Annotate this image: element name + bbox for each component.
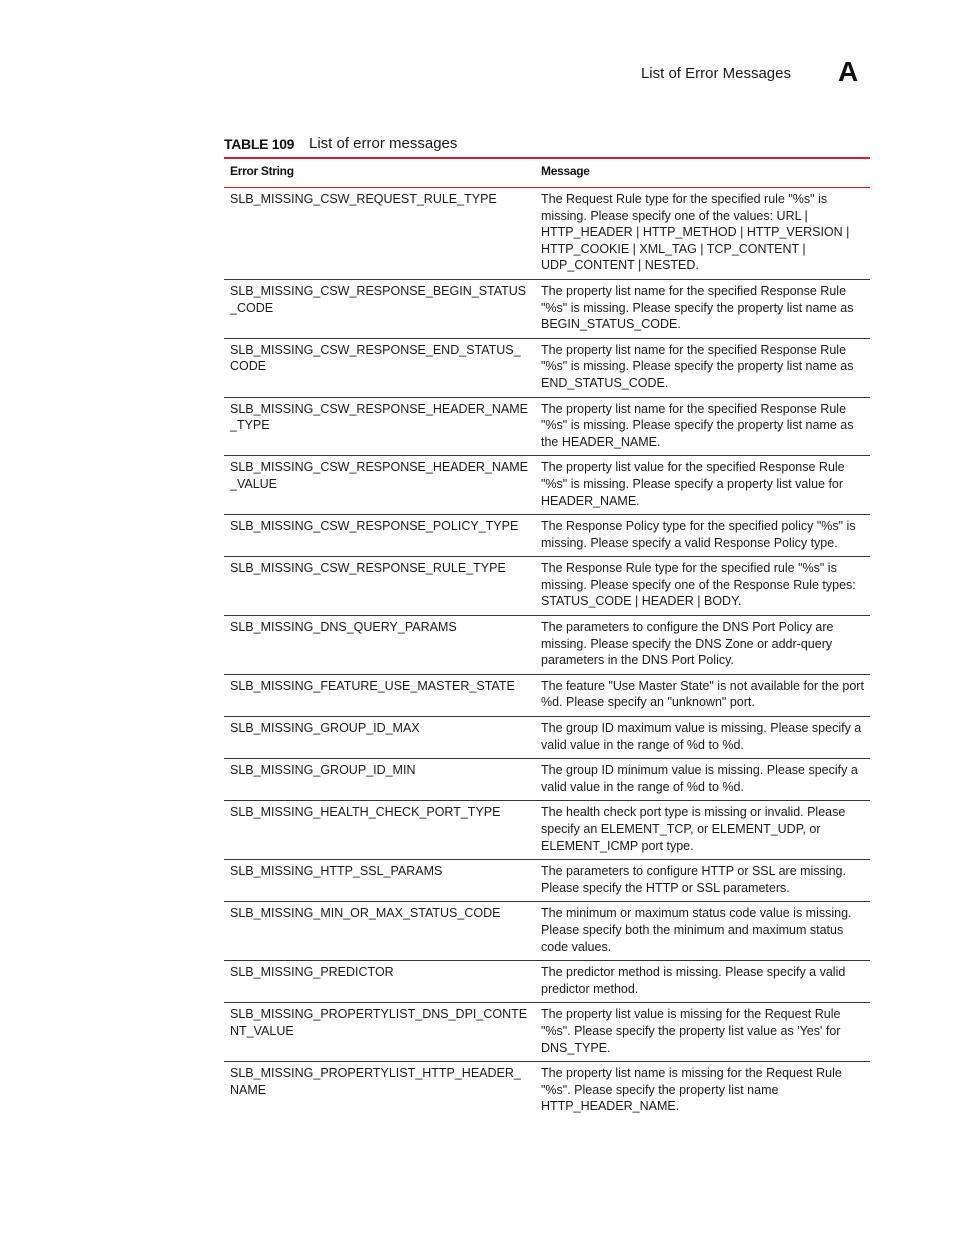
message-cell: The parameters to configure HTTP or SSL are missing. Please specify the HTTP or SSL parameters. [541,864,846,895]
error-string-cell: SLB_MISSING_FEATURE_USE_MASTER_STATE [230,678,515,693]
message-cell: The property list value is missing for the Request Rule "%s". Please specify the property list value as 'Yes' for DNS_TYPE. [541,1007,841,1055]
error-string-cell: SLB_MISSING_DNS_QUERY_PARAMS [230,620,457,635]
table-number: TABLE 109 [224,136,295,152]
error-string-cell: SLB_MISSING_CSW_RESPONSE_END_STATUS_CODE [230,342,521,374]
error-string-cell: SLB_MISSING_HEALTH_CHECK_PORT_TYPE [230,805,501,820]
message-cell: The minimum or maximum status code value is missing. Please specify both the minimum and maximum status code values. [541,906,852,954]
page-header [0,56,954,96]
error-string-cell: SLB_MISSING_PROPERTYLIST_DNS_DPI_CONTENT_VALUE [230,1007,528,1038]
message-cell: The group ID minimum value is missing. Please specify a valid value in the range of %d to %d. [541,763,858,794]
table-row [224,188,870,280]
message-cell: The predictor method is missing. Please specify a valid predictor method. [541,965,846,996]
message-cell: The group ID maximum value is missing. Please specify a valid value in the range of %d to %d. [541,721,862,752]
message-cell: The property list name for the specified Response Rule "%s" is missing. Please specify the property list name as BEGIN_STATUS_CODE. [541,283,854,332]
table-row [224,557,870,616]
error-string-cell: SLB_MISSING_PREDICTOR [230,965,394,980]
message-cell: The Response Policy type for the specified policy "%s" is missing. Please specify a valid Response Policy type. [541,519,856,550]
message-cell: The parameters to configure the DNS Port Policy are missing. Please specify the DNS Zone or addr-query parameters in the DNS Port Policy. [541,620,834,668]
table-caption [224,135,870,155]
table-row [224,717,870,759]
table-row [224,515,870,557]
error-table-container [224,157,870,1120]
error-string-cell: SLB_MISSING_CSW_RESPONSE_POLICY_TYPE [230,519,519,534]
error-string-cell: SLB_MISSING_CSW_REQUEST_RULE_TYPE [230,192,497,206]
table-row [224,338,870,397]
table-row [224,902,870,961]
message-cell: The property list value for the specified Response Rule "%s" is missing. Please specify a property list value for HEADER_NAME. [541,460,845,508]
error-string-cell: SLB_MISSING_HTTP_SSL_PARAMS [230,864,443,879]
appendix-letter: A [838,56,859,87]
table-row [224,279,870,338]
message-cell: The property list name for the specified Response Rule "%s" is missing. Please specify the property list name as the HEADER_NAME. [541,401,854,449]
table-row [224,860,870,902]
error-string-cell: SLB_MISSING_MIN_OR_MAX_STATUS_CODE [230,906,501,921]
message-cell: The feature "Use Master State" is not available for the port %d. Please specify an "unknown" port. [541,678,864,710]
table-row [224,616,870,675]
message-cell: The property list name for the specified Response Rule "%s" is missing. Please specify the property list name as END_STATUS_CODE. [541,342,854,390]
table-row [224,961,870,1003]
error-messages-table [224,157,870,1120]
error-string-cell: SLB_MISSING_CSW_RESPONSE_BEGIN_STATUS_CODE [230,283,527,315]
table-header-row [224,158,870,188]
table-title: List of error messages [309,135,458,152]
message-cell: The Request Rule type for the specified rule "%s" is missing. Please specify one of the values: URL | HTTP_HEADER | HTTP_METHOD | HTTP_VERSION | HTTP_COOKIE | XML_TAG | TCP_CONTENT | UDP_CONTENT | NESTED. [541,192,850,273]
table-row [224,1062,870,1120]
error-string-cell: SLB_MISSING_CSW_RESPONSE_RULE_TYPE [230,561,506,576]
table-row [224,801,870,860]
table-row [224,759,870,801]
column-header-message: Message [541,164,590,178]
table-row [224,674,870,716]
column-header-error-string: Error String [230,164,294,178]
error-string-cell: SLB_MISSING_GROUP_ID_MIN [230,763,416,778]
message-cell: The Response Rule type for the specified rule "%s" is missing. Please specify one of the Response Rule types: STATUS_CODE | HEADER | BODY. [541,561,856,609]
section-title: List of Error Messages [640,65,791,82]
error-string-cell: SLB_MISSING_CSW_RESPONSE_HEADER_NAME_VALUE [230,460,529,491]
error-string-cell: SLB_MISSING_GROUP_ID_MAX [230,721,420,736]
message-cell: The health check port type is missing or invalid. Please specify an ELEMENT_TCP, or ELEMENT_UDP, or ELEMENT_ICMP port type. [541,805,846,853]
error-string-cell: SLB_MISSING_CSW_RESPONSE_HEADER_NAME_TYPE [230,401,529,433]
table-row [224,397,870,456]
table-row [224,1003,870,1062]
message-cell: The property list name is missing for the Request Rule "%s". Please specify the property list name HTTP_HEADER_NAME. [541,1066,842,1114]
table-row [224,456,870,515]
error-string-cell: SLB_MISSING_PROPERTYLIST_HTTP_HEADER_NAME [230,1066,521,1097]
